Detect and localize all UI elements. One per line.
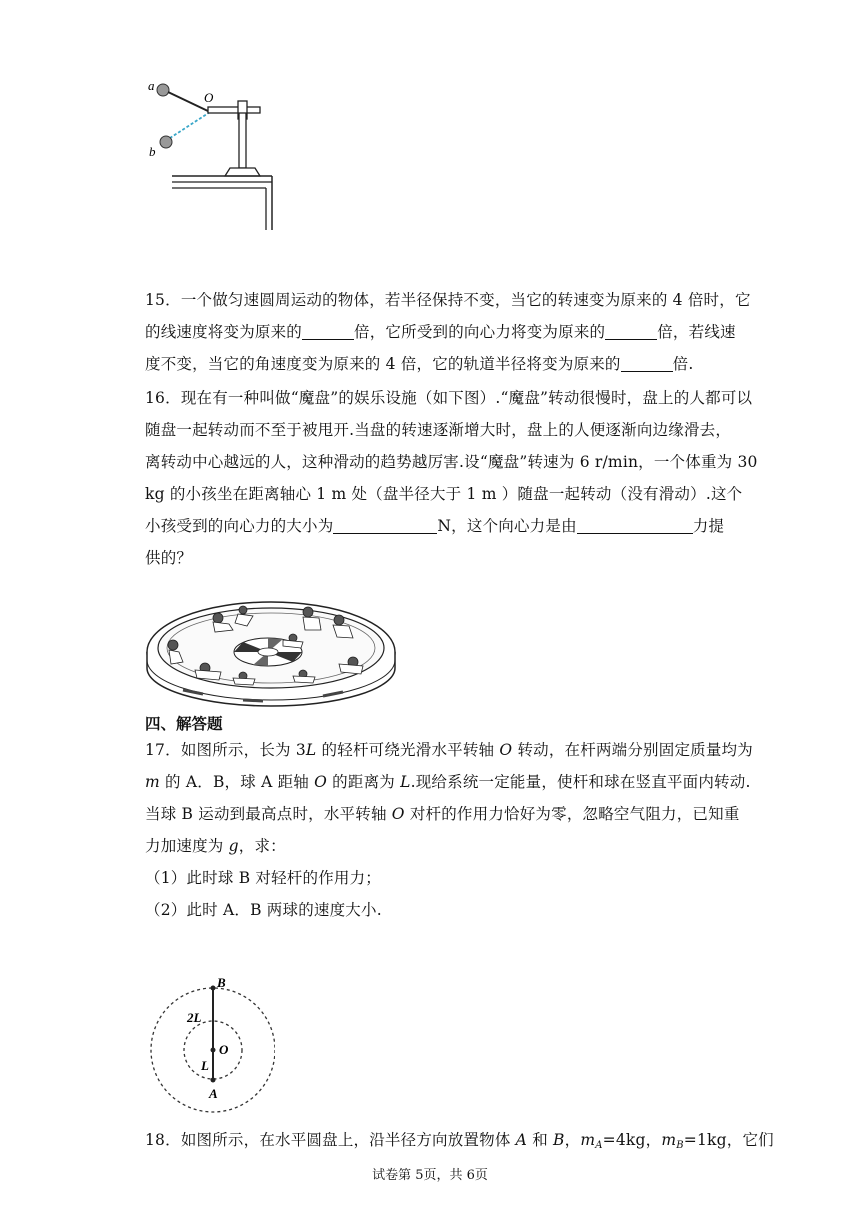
- subscript-a: A: [595, 1140, 603, 1151]
- q17-line4: [145, 830, 715, 862]
- q17-text: 的轻杆可绕光滑水平转轴: [316, 741, 500, 759]
- label-b: b: [149, 144, 156, 159]
- q15-text: 倍，若线速: [657, 323, 736, 341]
- q16-line4: kg 的小孩坐在距离轴心 1 m 处（盘半径大于 1 m ）随盘一起转动（没有滑动）.这个: [145, 485, 743, 503]
- q17-part1: （1）此时球 B 对轻杆的作用力；: [145, 869, 382, 887]
- ball-a: [157, 84, 169, 96]
- q18-line1: [145, 1124, 774, 1156]
- rotating-rod-figure: [145, 970, 275, 1115]
- pendulum-stand-figure: [140, 70, 280, 235]
- answer-blank[interactable]: [577, 515, 693, 534]
- var-o: O: [314, 773, 328, 791]
- q16-line5: [145, 510, 725, 542]
- q16-text: 力提: [692, 517, 725, 535]
- q16-line6: 供的？: [145, 549, 193, 567]
- q17-text: 对杆的作用力恰好为零，忽略空气阻力，已知重: [404, 805, 740, 823]
- q17-part2: （2）此时 A．B 两球的速度大小.: [145, 901, 382, 919]
- q17-text: 力加速度为: [145, 837, 229, 855]
- question-15: [145, 284, 751, 380]
- question-18: [145, 1124, 774, 1156]
- label-B: B: [217, 975, 226, 990]
- q18-text: ，: [564, 1131, 581, 1149]
- section-heading: 四、解答题: [145, 715, 223, 733]
- var-m: m: [580, 1131, 596, 1149]
- q17-text: ，求：: [238, 837, 286, 855]
- q15-line3: [145, 348, 715, 380]
- q16-line2: 随盘一起转动而不至于被甩开.当盘的转速逐渐增大时，盘上的人便逐渐向边缘滑去，: [145, 421, 732, 439]
- answer-blank[interactable]: [302, 321, 354, 340]
- q17-line3: [145, 798, 740, 830]
- var-l: L: [400, 773, 411, 791]
- q17-text: .现给系统一定能量，使杆和球在竖直平面内转动.: [410, 773, 751, 791]
- var-b: B: [553, 1131, 565, 1149]
- var-m: m: [145, 773, 160, 791]
- q17-text: 当球 B 运动到最高点时，水平转轴: [145, 805, 392, 823]
- var-o: O: [499, 741, 513, 759]
- label-o: O: [204, 90, 214, 105]
- q17-line2: [145, 766, 751, 798]
- label-A: A: [209, 1086, 218, 1101]
- label-O: O: [219, 1042, 229, 1057]
- var-a: A: [515, 1131, 528, 1149]
- q16-text: N，这个向心力是由: [437, 517, 577, 535]
- var-o: O: [391, 805, 405, 823]
- q15-line1: 15．一个做匀速圆周运动的物体，若半径保持不变，当它的转速变为原来的 4 倍时，它: [145, 291, 751, 309]
- ball-b: [160, 136, 172, 148]
- q15-text: 的线速度将变为原来的: [145, 323, 303, 341]
- q16-line1: 16．现在有一种叫做“魔盘”的娱乐设施（如下图）.“魔盘”转动很慢时，盘上的人都可以: [145, 389, 753, 407]
- q17-text: 转动，在杆两端分别固定质量均为: [512, 741, 753, 759]
- var-l: L: [305, 741, 317, 759]
- label-2L: 2L: [187, 1010, 202, 1025]
- label-L: L: [201, 1058, 209, 1073]
- var-m: m: [661, 1131, 677, 1149]
- q18-text: 18．如图所示，在水平圆盘上，沿半径方向放置物体: [145, 1131, 516, 1149]
- q18-text: =4kg，: [602, 1131, 662, 1149]
- q15-text: 倍，它所受到的向心力将变为原来的: [354, 323, 606, 341]
- q15-text: 度不变，当它的角速度变为原来的 4 倍，它的轨道半径将变为原来的: [145, 355, 621, 373]
- answer-blank[interactable]: [333, 515, 437, 534]
- q18-text: =1kg，它们: [683, 1131, 774, 1149]
- subscript-b: B: [676, 1140, 684, 1151]
- question-16: [145, 382, 758, 574]
- q15-line2: [145, 316, 736, 348]
- q17-line1: [145, 734, 753, 766]
- var-g: g: [228, 837, 239, 855]
- q17-text: 的距离为: [327, 773, 401, 791]
- q17-text: 17．如图所示，长为 3: [145, 741, 306, 759]
- answer-blank[interactable]: [605, 321, 657, 340]
- magic-disc-figure: [143, 590, 399, 710]
- question-17: [145, 734, 753, 926]
- q18-text: 和: [527, 1131, 554, 1149]
- answer-blank[interactable]: [621, 353, 673, 372]
- page-footer: 试卷第 5页，共 6页: [372, 1168, 488, 1183]
- q17-text: 的 A．B，球 A 距轴: [159, 773, 315, 791]
- q15-text: 倍.: [672, 355, 694, 373]
- q16-text: 小孩受到的向心力的大小为: [145, 517, 334, 535]
- label-a: a: [148, 78, 155, 93]
- q16-line3: 离转动中心越远的人，这种滑动的趋势越厉害.设“魔盘”转速为 6 r/min，一个体重为 30: [145, 453, 758, 471]
